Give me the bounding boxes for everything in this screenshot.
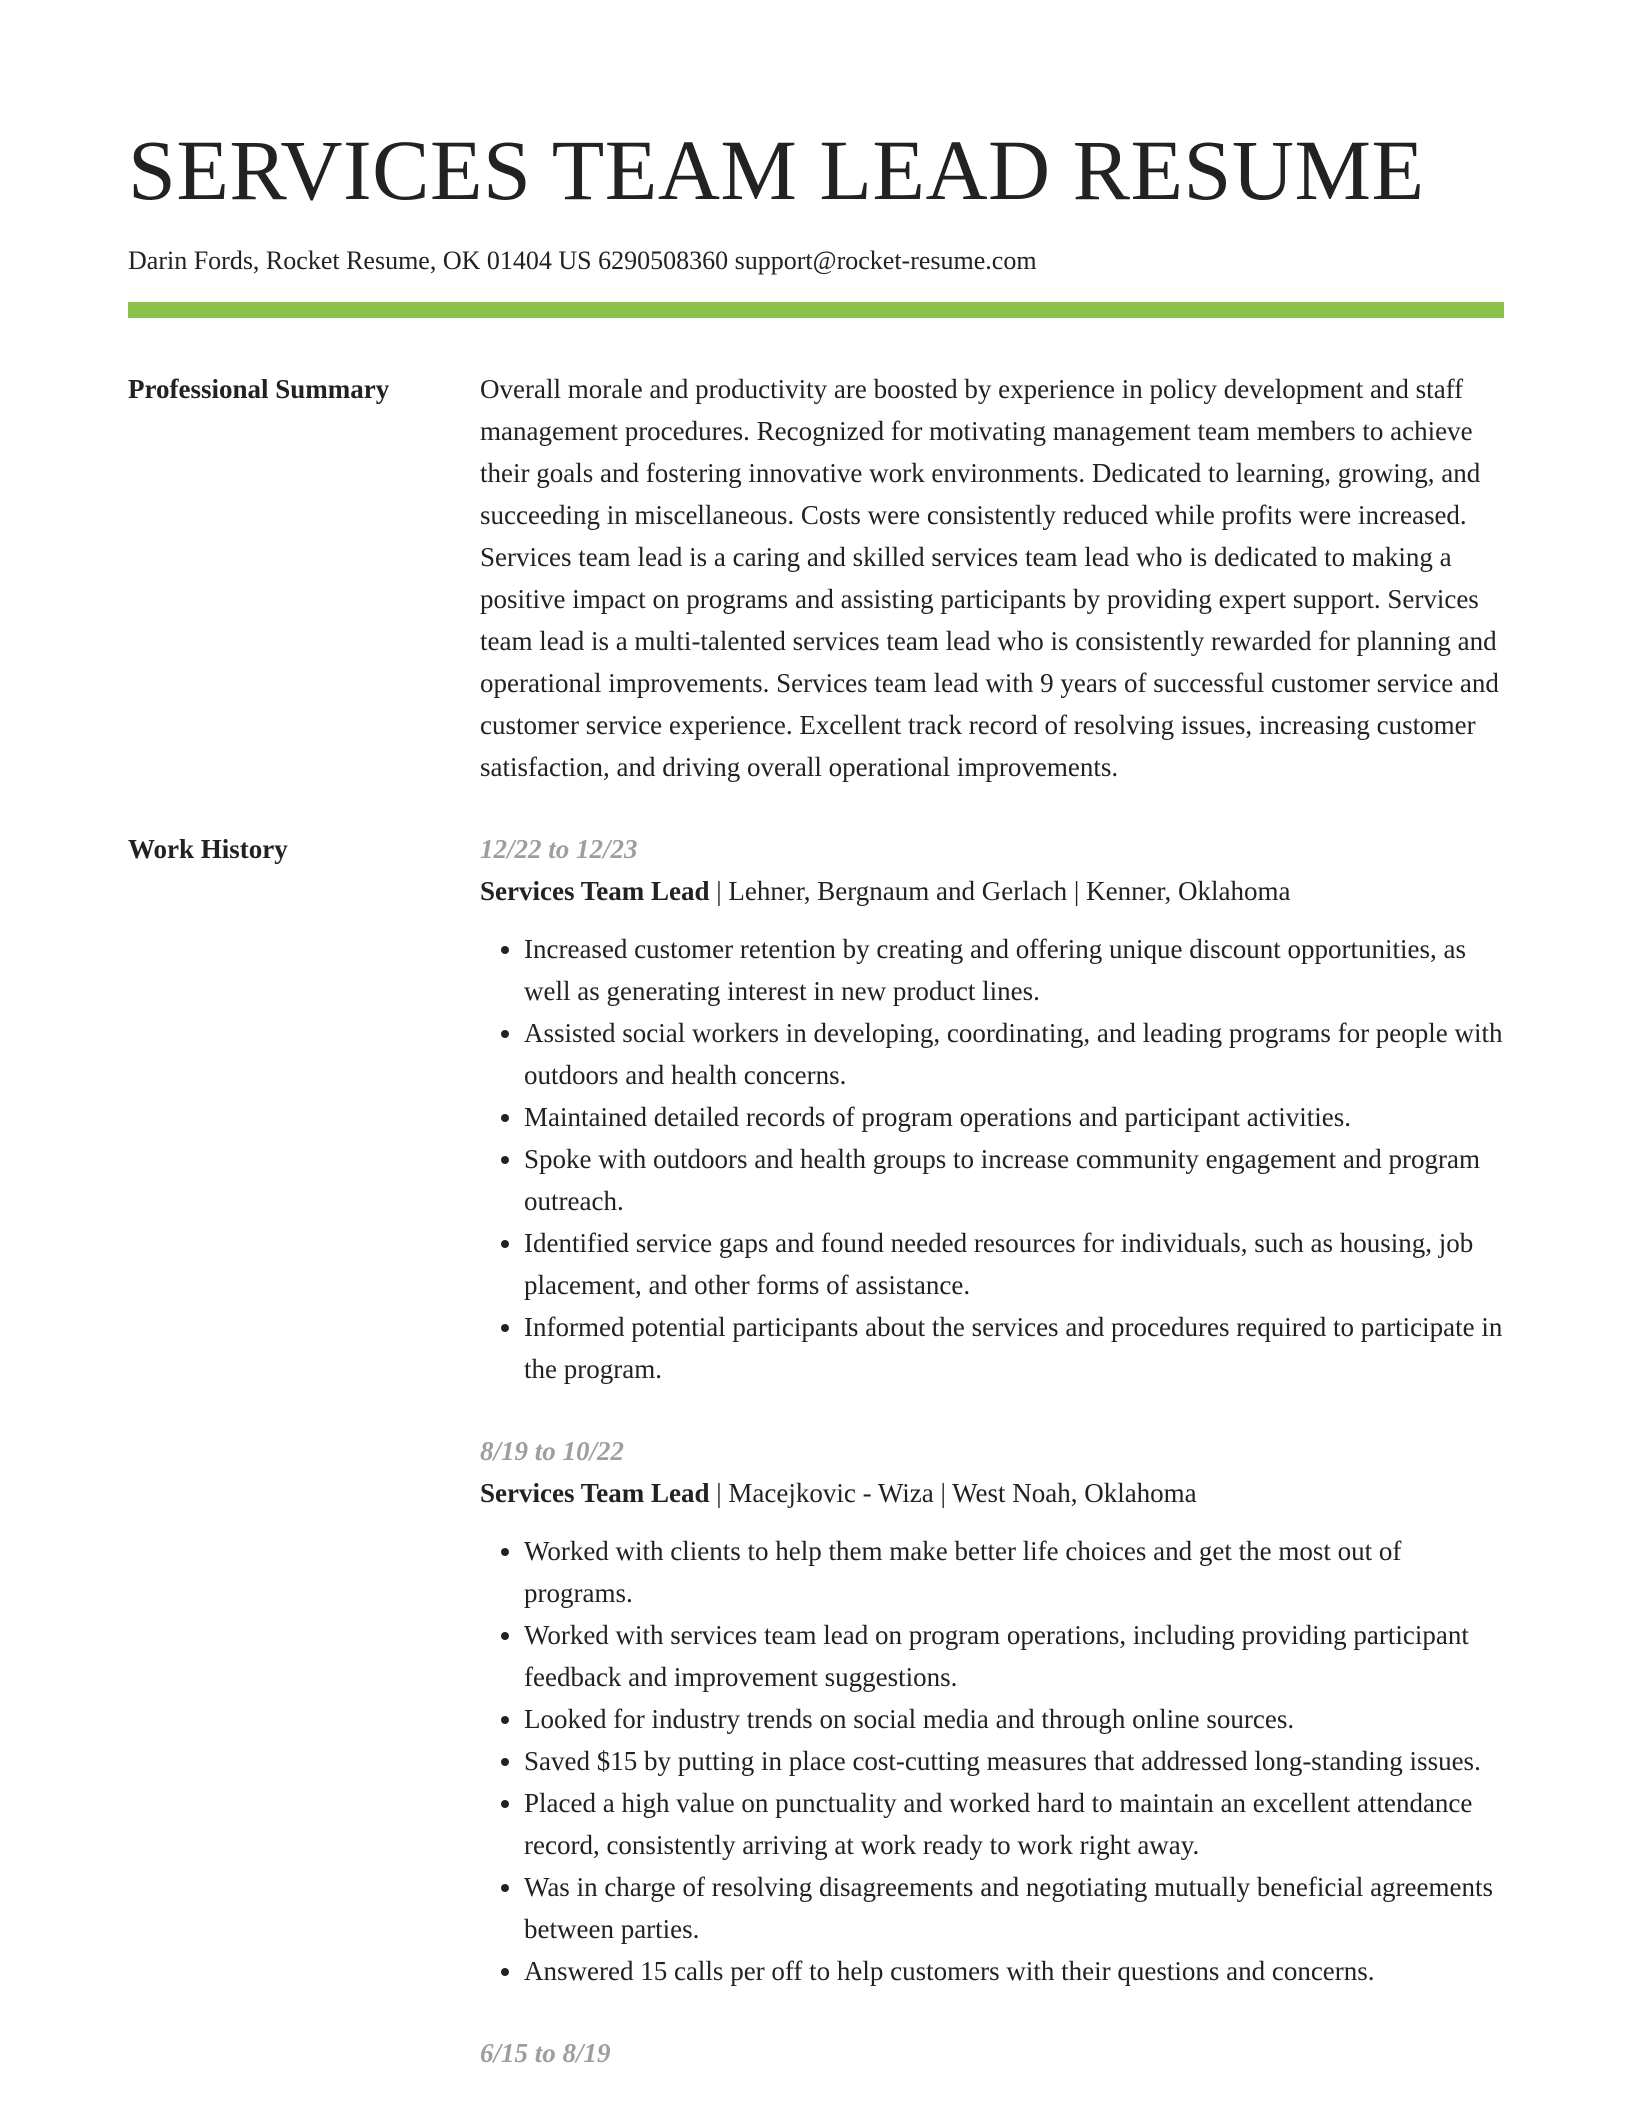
job-bullet: • Saved $15 by putting in place cost-cutting measures that addressed long-standing issues.: [524, 1740, 1504, 1782]
job-bullet-list: [480, 928, 1504, 1390]
resume-page: [128, 0, 1504, 2114]
section-label-summary: Professional Summary: [128, 374, 390, 404]
section-label-work-history: Work History: [128, 834, 288, 864]
job-bullet: • Informed potential participants about the services and procedures required to participate in the program.: [524, 1306, 1504, 1390]
job-bullet: • Placed a high value on punctuality and worked hard to maintain an excellent attendance record, consistently arriving at work ready to work right away.: [524, 1782, 1504, 1866]
contact-line: Darin Fords, Rocket Resume, OK 01404 US 6290508360 support@rocket-resume.com: [128, 246, 1037, 275]
job-bullet: • Identified service gaps and found needed resources for individuals, such as housing, job placement, and other forms of assistance.: [524, 1222, 1504, 1306]
job-employer-location: | Lehner, Bergnaum and Gerlach | Kenner, Oklahoma: [709, 876, 1291, 906]
job-bullet: • Worked with clients to help them make better life choices and get the most out of programs.: [524, 1530, 1504, 1614]
job-dates: 8/19 to 10/22: [480, 1436, 625, 1466]
job-entry: [480, 828, 1504, 1390]
job-bullet: • Increased customer retention by creating and offering unique discount opportunities, as well as generating interest in new product lines.: [524, 928, 1504, 1012]
job-employer-location: | Macejkovic - Wiza | West Noah, Oklahoma: [709, 1478, 1197, 1508]
professional-summary-section: [128, 368, 1504, 788]
job-heading: [480, 1472, 1504, 1514]
job-title: Services Team Lead: [480, 1478, 710, 1508]
work-history-section: [128, 828, 1504, 2114]
resume-title: SERVICES TEAM LEAD RESUME: [128, 122, 1425, 218]
job-bullet: • Was in charge of resolving disagreements and negotiating mutually beneficial agreements between parties.: [524, 1866, 1504, 1950]
job-entry: [480, 1430, 1504, 1992]
summary-body: [480, 368, 1504, 788]
job-bullet: • Answered 15 calls per off to help customers with their questions and concerns.: [524, 1950, 1504, 1992]
job-bullet: • Maintained detailed records of program operations and participant activities.: [524, 1096, 1504, 1138]
job-bullet: • Worked with services team lead on program operations, including providing participant feedback and improvement suggestions.: [524, 1614, 1504, 1698]
job-title: Services Team Lead: [480, 876, 710, 906]
job-dates: 12/22 to 12/23: [480, 834, 638, 864]
work-history-body: [480, 828, 1504, 2114]
header-divider: [128, 302, 1504, 318]
job-bullet: • Spoke with outdoors and health groups to increase community engagement and program outreach.: [524, 1138, 1504, 1222]
job-bullet: • Assisted social workers in developing, coordinating, and leading programs for people with outdoors and health concerns.: [524, 1012, 1504, 1096]
job-bullet-list: [480, 1530, 1504, 1992]
job-dates: 6/15 to 8/19: [480, 2038, 611, 2068]
summary-text: Overall morale and productivity are boosted by experience in policy development and staff management procedures. Recognized for motivating management team members to achieve their goals and fostering innovative work environments. Dedicated to learning, growing, and succeeding in miscellaneous. Costs were consistently reduced while profits were increased. Services team lead is a caring and skilled services team lead who is dedicated to making a positive impact on programs and assisting participants by providing expert support. Services team lead is a multi-talented services team lead who is consistently rewarded for planning and operational improvements. Services team lead with 9 years of successful customer service and customer service experience. Excellent track record of resolving issues, increasing customer satisfaction, and driving overall operational improvements.: [480, 374, 1499, 782]
job-heading: [480, 870, 1504, 912]
job-bullet: • Looked for industry trends on social media and through online sources.: [524, 1698, 1504, 1740]
job-entry: [480, 2032, 1504, 2074]
